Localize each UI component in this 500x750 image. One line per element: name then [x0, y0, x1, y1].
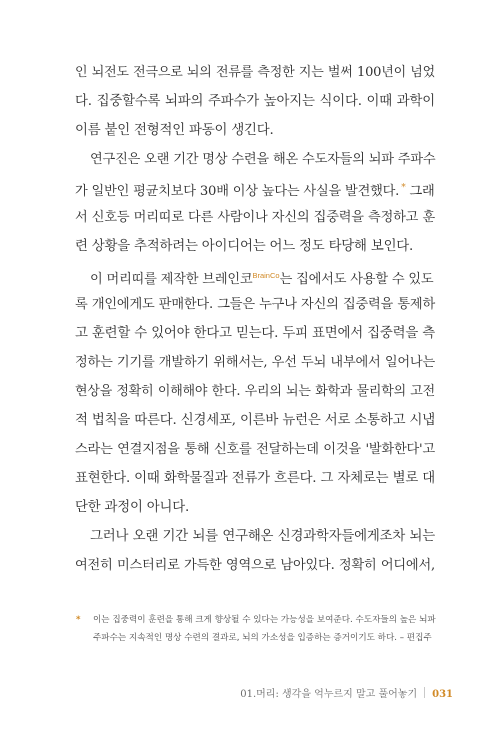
- footnote-text: 이는 집중력이 훈련을 통해 크게 향상될 수 있다는 가능성을 보여준다. 수도자들의 높은 뇌파: [93, 615, 436, 625]
- footnote-reference: *: [401, 183, 406, 193]
- text-line: 고 훈련할 수 있어야 한다고 믿는다. 두피 표면에서 집중력을 측: [75, 326, 435, 341]
- text-line: 그러나 오랜 기간 뇌를 연구해온 신경과학자들에게조차 뇌는: [90, 529, 435, 544]
- text-line: 록 개인에게도 판매한다. 그들은 누구나 자신의 집중력을 통제하: [75, 297, 435, 312]
- text-line: 이름 붙인 전형적인 파동이 생긴다.: [75, 123, 274, 138]
- text-line: 단한 과정이 아니다.: [75, 500, 190, 515]
- text-line: 적 법칙을 따른다. 신경세포, 이른바 뉴런은 서로 소통하고 시냅: [75, 413, 435, 428]
- text-line: [75, 174, 435, 203]
- footnote: [76, 611, 444, 647]
- brand-annotation: BrainCo: [252, 271, 280, 280]
- footnote-line: 주파수는 지속적인 명상 수련의 결과로, 뇌의 가소성을 입증하는 증거이기도 하다. – 편집주: [93, 633, 432, 643]
- body-text: [75, 58, 435, 580]
- chapter-title: 01.머리: 생각을 억누르지 말고 풀어놓기: [240, 689, 418, 700]
- text-run: 그래: [409, 184, 435, 199]
- page-number: 031: [432, 689, 453, 700]
- text-run: 이 머리띠를 제작한 브레인코: [90, 272, 253, 287]
- text-line: 정하는 기기를 개발하기 위해서는, 우선 두뇌 내부에서 일어나는: [75, 355, 435, 370]
- footnote-line: [76, 611, 444, 629]
- text-line: 표현한다. 이때 화학물질과 전류가 흐른다. 그 자체로는 별로 대: [75, 471, 435, 486]
- text-line: 서 신호등 머리띠로 다른 사람이나 자신의 집중력을 측정하고 훈: [75, 210, 435, 225]
- text-line: 인 뇌전도 전극으로 뇌의 전류를 측정한 지는 벌써 100년이 넘었: [75, 65, 435, 80]
- page-footer: [240, 685, 453, 700]
- text-line: 연구진은 오랜 기간 명상 수련을 해온 수도자들의 뇌파 주파수: [90, 152, 436, 167]
- footnote-marker: *: [76, 615, 81, 625]
- text-line: [75, 261, 435, 290]
- text-line: 여전히 미스터리로 가득한 영역으로 남아있다. 정확히 어디에서,: [75, 558, 435, 573]
- text-run: 는 집에서도 사용할 수 있도: [279, 272, 434, 287]
- footer-divider: [424, 687, 425, 698]
- text-line: 스라는 연결지점을 통해 신호를 전달하는데 이것을 '발화한다'고: [75, 442, 435, 457]
- text-line: 다. 집중할수록 뇌파의 주파수가 높아지는 식이다. 이때 과학이: [75, 94, 435, 109]
- text-run: 가 일반인 평균치보다 30배 이상 높다는 사실을 발견했다.: [75, 184, 400, 199]
- text-line: 련 상황을 추적하려는 아이디어는 어느 정도 타당해 보인다.: [75, 239, 414, 254]
- text-line: 현상을 정확히 이해해야 한다. 우리의 뇌는 화학과 물리학의 고전: [75, 384, 435, 399]
